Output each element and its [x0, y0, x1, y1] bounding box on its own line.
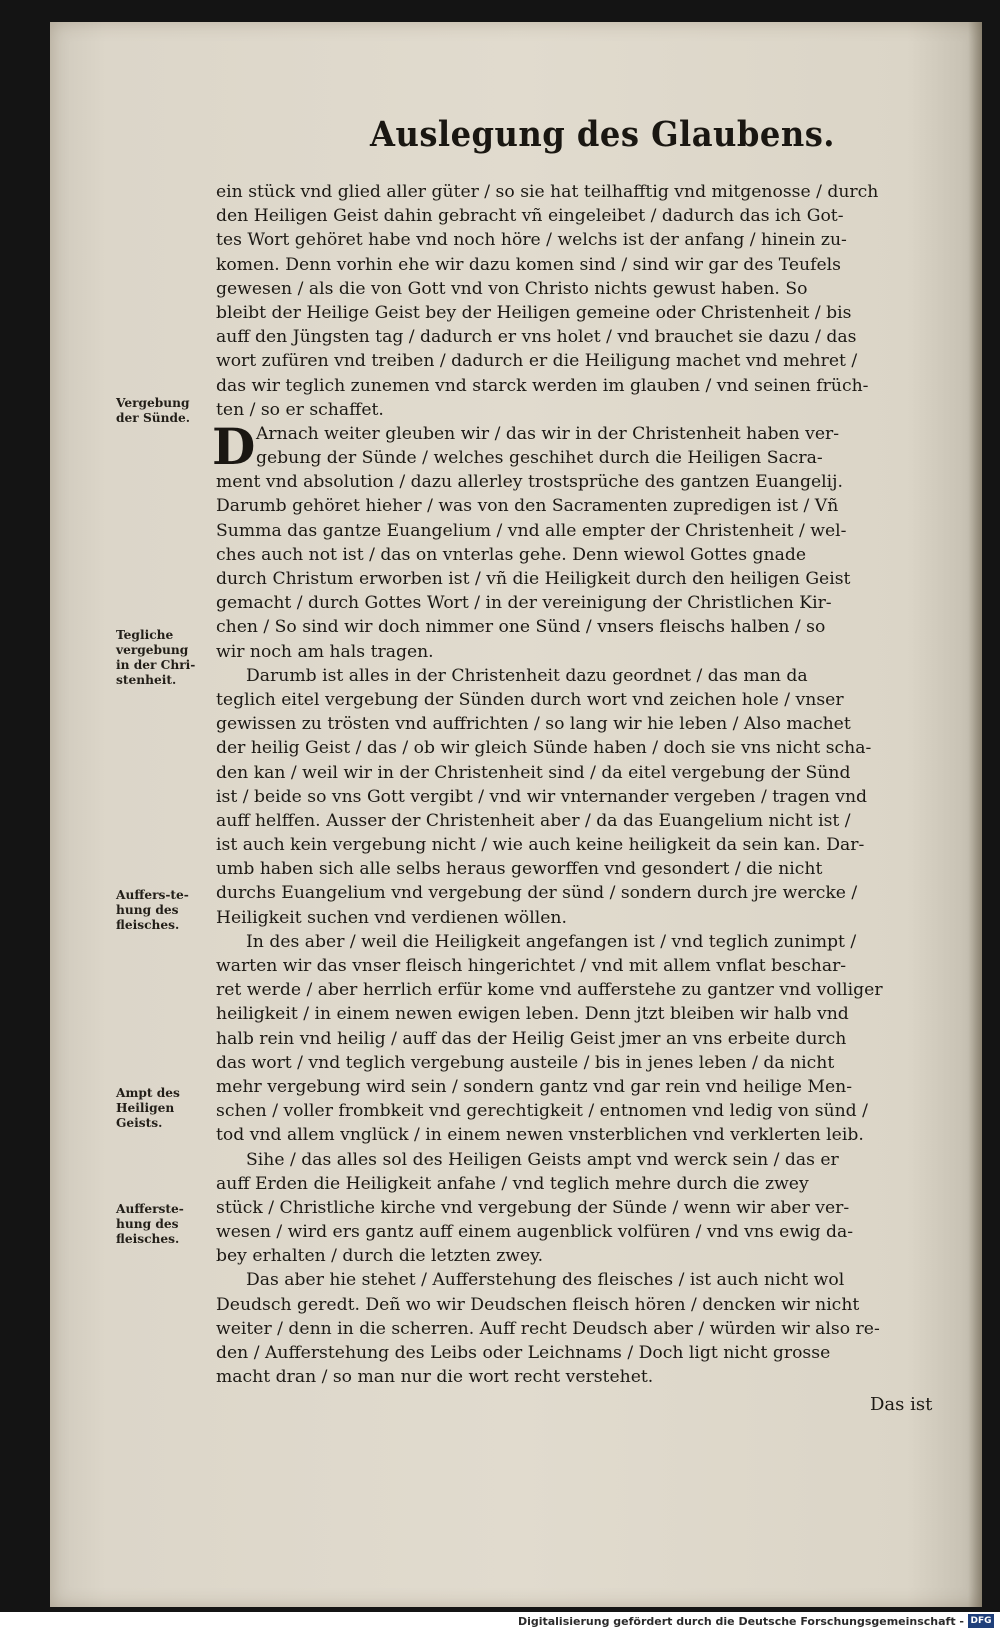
text-line: gemacht / durch Gottes Wort / in der vereinigung der Christlichen Kir- [216, 593, 832, 614]
text-line: durch Christum erworben ist / vñ die Heiligkeit durch den heiligen Geist [216, 569, 851, 589]
paragraph-2 [212, 416, 1000, 664]
text-line: wir noch am hals tragen. [216, 641, 434, 662]
text-line: chen / So sind wir doch nimmer one Sünd / vnsers fleischs halben / so [216, 617, 826, 638]
text-line: warten wir das vnser fleisch hingerichtet / vnd mit allem vnflat beschar- [216, 956, 847, 976]
paragraph-3 [216, 664, 1000, 930]
margin-note-line: Ampt des [116, 1086, 180, 1100]
text-line: mehr vergebung wird sein / sondern gantz vnd gar rein vnd heilige Men- [216, 1076, 853, 1097]
text-line: der heilig Geist / das / ob wir gleich Sünde haben / doch sie vns nicht scha- [216, 738, 872, 759]
text-line: durchs Euangelium vnd vergebung der sünd / sondern durch jre wercke / [216, 883, 858, 904]
margin-note-line: Auffers-te- [116, 888, 189, 902]
text-line: Sihe / das alles sol des Heiligen Geists ampt vnd werck sein / das er [246, 1149, 839, 1170]
text-line: ret werde / aber herrlich erfür kome vnd aufferstehe zu gantzer vnd volliger [216, 980, 883, 1001]
text-line: wesen / wird ers gantz auff einem augenblick volfüren / vnd vns ewig da- [216, 1222, 854, 1243]
text-line: wort zufüren vnd treiben / dadurch er die Heiligung machet vnd mehret / [216, 351, 858, 372]
text-line: gewesen / als die von Gott vnd von Christo nichts gewust haben. So [216, 278, 808, 299]
paragraph-1 [216, 180, 1000, 422]
margin-note-line: Tegliche [116, 628, 174, 642]
margin-note-ampt-des-geists [116, 1086, 218, 1131]
text-line: ment vnd absolution / dazu allerley trostsprüche des gantzen Euangelij. [216, 472, 843, 493]
text-line: das wort / vnd teglich vergebung austeile / bis in jenes leben / da nicht [216, 1052, 835, 1073]
drop-cap: D [212, 416, 256, 476]
text-line: auff Erden die Heiligkeit anfahe / vnd teglich mehre durch die zwey [216, 1173, 809, 1194]
text-line: bey erhalten / durch die letzten zwey. [216, 1246, 544, 1267]
text-line: Darumb ist alles in der Christenheit dazu geordnet / das man da [246, 665, 808, 686]
text-line: Das aber hie stehet / Aufferstehung des fleisches / ist auch nicht wol [246, 1270, 845, 1291]
main-text-block [212, 180, 1000, 1389]
running-header: Auslegung des Glaubens. [370, 114, 835, 155]
text-line: gebung der Sünde / welches geschihet durch die Heiligen Sacra- [256, 448, 823, 469]
text-line: schen / voller frombkeit vnd gerechtigkeit / entnomen vnd ledig von sünd / [216, 1101, 868, 1122]
text-line: In des aber / weil die Heiligkeit angefangen ist / vnd teglich zunimpt / [246, 931, 857, 952]
text-line: D Arnach weiter gleuben wir / das wir in der Christenheit haben ver- [212, 416, 840, 476]
text-line: ten / so er schaffet. [216, 399, 384, 420]
margin-note-line: Vergebung [116, 396, 190, 410]
text-line: bleibt der Heilige Geist bey der Heiligen gemeine oder Christenheit / bis [216, 302, 852, 323]
margin-note-line: hung des [116, 903, 179, 917]
text-line: auff den Jüngsten tag / dadurch er vns holet / vnd brauchet sie dazu / das [216, 327, 857, 348]
text-line: gewissen zu trösten vnd auffrichten / so lang wir hie leben / Also machet [216, 714, 851, 735]
catchword: Das ist [870, 1394, 933, 1415]
text-line: weiter / denn in die scherren. Auff recht Deudsch aber / würden wir also re- [216, 1318, 880, 1339]
text-line: halb rein vnd heilig / auff das der Heilig Geist jmer an vns erbeite durch [216, 1028, 847, 1049]
text-line: den Heiligen Geist dahin gebracht vñ eingeleibet / dadurch das ich Got- [216, 206, 844, 227]
text-line: den / Aufferstehung des Leibs oder Leichnams / Doch ligt nicht grosse [216, 1343, 831, 1363]
text-line: tes Wort gehöret habe vnd noch höre / welchs ist der anfang / hinein zu- [216, 230, 847, 251]
book-page [50, 22, 982, 1607]
margin-note-vergebung [116, 396, 218, 426]
margin-note-line: Heiligen [116, 1101, 175, 1115]
text-line: ches auch not ist / das on vnterlas gehe. Denn wiewol Gottes gnade [216, 544, 807, 565]
text-line: Darumb gehöret hieher / was von den Sacramenten zupredigen ist / Vñ [216, 496, 839, 517]
text-line: ist / beide so vns Gott vergibt / vnd wir vnternander vergeben / tragen vnd [216, 786, 868, 807]
text-line: ist auch kein vergebung nicht / wie auch keine heiligkeit da sein kan. Dar- [216, 835, 865, 856]
text-line: Deudsch geredt. Deñ wo wir Deudschen fleisch hören / dencken wir nicht [216, 1294, 860, 1315]
text-line: auff helffen. Ausser der Christenheit aber / da das Euangelium nicht ist / [216, 810, 851, 831]
margin-note-auferstehung-2 [116, 1202, 218, 1247]
dfg-logo: DFG [968, 1614, 994, 1628]
margin-note-line: hung des [116, 1217, 179, 1231]
text-line: heiligkeit / in einem newen ewigen leben. Denn jtzt bleiben wir halb vnd [216, 1004, 849, 1025]
text-line: tod vnd allem vnglück / in einem newen vnsterblichen vnd verklerten leib. [216, 1125, 864, 1146]
margin-note-line: Aufferste- [116, 1202, 184, 1216]
margin-note-line: der Sünde. [116, 411, 190, 425]
text-line: das wir teglich zunemen vnd starck werden im glauben / vnd seinen früch- [216, 375, 869, 396]
margin-note-line: in der Chri- [116, 658, 196, 672]
margin-note-line: Geists. [116, 1116, 163, 1130]
margin-note-auferstehung-1 [116, 888, 218, 933]
text-line: stück / Christliche kirche vnd vergebung der Sünde / wenn wir aber ver- [216, 1197, 850, 1218]
digitization-credit: Digitalisierung gefördert durch die Deutsche Forschungsgemeinschaft - [517, 1615, 964, 1628]
text-line: ein stück vnd glied aller güter / so sie hat teilhafftig vnd mitgenosse / durch [216, 182, 879, 202]
paragraph-4 [216, 930, 1000, 1148]
paragraph-5 [216, 1148, 1000, 1269]
text-line: Summa das gantze Euangelium / vnd alle empter der Christenheit / wel- [216, 520, 847, 541]
margin-note-line: vergebung [116, 643, 189, 657]
text-line: den kan / weil wir in der Christenheit sind / da eitel vergebung der Sünd [216, 762, 851, 783]
margin-note-line: fleisches. [116, 918, 180, 932]
margin-note-tegliche-vergebung [116, 628, 218, 688]
text-line: Heiligkeit suchen vnd verdienen wöllen. [216, 907, 567, 928]
text-line: macht dran / so man nur die wort recht verstehet. [216, 1367, 654, 1388]
text-line: komen. Denn vorhin ehe wir dazu komen sind / sind wir gar des Teufels [216, 254, 841, 275]
margin-note-line: fleisches. [116, 1232, 180, 1246]
margin-note-line: stenheit. [116, 673, 177, 687]
text-line: teglich eitel vergebung der Sünden durch wort vnd zeichen hole / vnser [216, 689, 844, 710]
text-line: umb haben sich alle selbs heraus geworffen vnd gesondert / die nicht [216, 859, 823, 880]
paragraph-6 [216, 1268, 1000, 1389]
